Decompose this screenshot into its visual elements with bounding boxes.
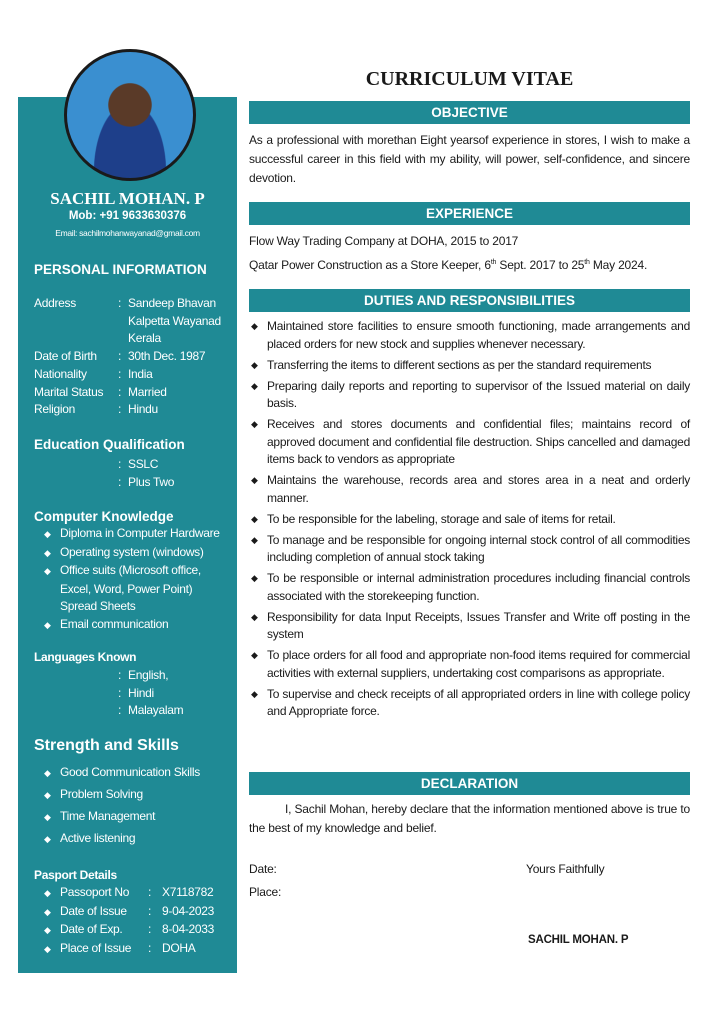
- skills-list: [44, 762, 200, 850]
- list-item: ◆ Active listening: [44, 831, 136, 845]
- skills-heading: Strength and Skills: [34, 737, 179, 754]
- passport-heading: Pasport Details: [34, 868, 117, 882]
- education-item: : SSLC: [118, 457, 159, 471]
- duty-item: ◆ Transferring the items to different sections as per the standard requirements: [249, 357, 690, 375]
- computer-heading: Computer Knowledge: [34, 509, 174, 524]
- info-row: Nationality : India: [34, 366, 153, 381]
- passport-row: ◆ Passoport No : X7118782: [44, 885, 214, 899]
- place-label: Place:: [249, 885, 282, 899]
- personal-heading: PERSONAL INFORMATION: [34, 262, 207, 277]
- declaration-heading: DECLARATION: [249, 772, 690, 795]
- list-item: ◆ Email communication: [44, 616, 169, 631]
- duties-list: [249, 318, 690, 724]
- duty-item: ◆ Maintains the warehouse, records area and stores area in a neat and orderly manner.: [249, 472, 690, 507]
- info-row: Kalpetta Wayanad: [128, 313, 221, 328]
- info-row: Religion : Hindu: [34, 402, 158, 417]
- info-row: Kerala: [128, 331, 161, 346]
- languages-heading: Languages Known: [34, 650, 137, 664]
- passport-row: ◆ Date of Exp. : 8-04-2033: [44, 922, 215, 936]
- list-item: ◆ Time Management: [44, 809, 156, 823]
- profile-name: SACHIL MOHAN. P: [50, 189, 205, 208]
- duties-heading: DUTIES AND RESPONSIBILITIES: [249, 289, 690, 312]
- info-row: Date of Birth : 30th Dec. 1987: [34, 349, 206, 364]
- experience-heading: EXPERIENCE: [249, 202, 690, 225]
- list-item: ◆ Good Communication Skills: [44, 765, 200, 779]
- profile-photo: [64, 49, 196, 181]
- duty-item: ◆ To supervise and check receipts of all appropriated orders in line with college policy and Appropriate force.: [249, 686, 690, 721]
- list-item: ◆ Office suits (Microsoft office,: [44, 563, 201, 577]
- objective-heading: OBJECTIVE: [249, 101, 690, 124]
- list-item-cont: Spread Sheets: [60, 599, 136, 613]
- declaration-text: I, Sachil Mohan, hereby declare that the information mentioned above is true to the best of my knowledge and belief.: [249, 802, 690, 835]
- duty-item: ◆ To be responsible or internal administration procedures including financial controls associated with the storekeeping function.: [249, 570, 690, 605]
- duty-item: ◆ Preparing daily reports and reporting to supervisor of the Issued material on daily basis.: [249, 378, 690, 413]
- duty-item: ◆ Receives and stores documents and confidential files; maintains record of approved document and confidential file destruction. Ships cancelled and damaged items back to vendors as appropriate: [249, 416, 690, 469]
- list-item-cont: Excel, Word, Power Point): [60, 581, 193, 596]
- language-item: : English,: [118, 668, 169, 682]
- duty-item: ◆ Responsibility for data Input Receipts, Issues Transfer and Write off posting in the system: [249, 609, 690, 644]
- duty-item: ◆ Maintained store facilities to ensure smooth functioning, made arrangements and placed orders for new stock and supplies whenever necessary.: [249, 318, 690, 353]
- info-row: Marital Status : Married: [34, 384, 167, 399]
- profile-mobile: Mob: +91 9633630376: [68, 210, 187, 222]
- passport-row: ◆ Place of Issue : DOHA: [44, 940, 196, 955]
- profile-email: Email: sachilmohanwayanad@gmail.com: [55, 228, 200, 238]
- computer-list: [44, 525, 220, 634]
- duty-item: ◆ To manage and be responsible for ongoing internal stock control of all commodities including completion of annual stock taking: [249, 532, 690, 567]
- experience-list: [249, 231, 690, 276]
- language-item: : Malayalam: [118, 703, 184, 717]
- sidebar: [18, 97, 237, 973]
- document-title: CURRICULUM VITAE: [365, 68, 574, 90]
- duty-item: ◆ To place orders for all food and appropriate non-food items required for commercial activities with external suppliers, undertaking cost comparisons as appropriate.: [249, 647, 690, 682]
- education-heading: Education Qualification: [34, 437, 185, 452]
- date-label: Date:: [249, 862, 277, 876]
- closing: Yours Faithfully: [526, 862, 605, 876]
- passport-row: ◆ Date of Issue : 9-04-2023: [44, 903, 215, 918]
- language-item: : Hindi: [118, 685, 154, 700]
- experience-item: Flow Way Trading Company at DOHA, 2015 to 2017: [249, 234, 519, 248]
- duty-item: ◆ To be responsible for the labeling, storage and sale of items for retail.: [249, 511, 690, 529]
- list-item: ◆ Operating system (windows): [44, 544, 204, 559]
- objective-text: As a professional with morethan Eight yearsof experience in stores, I wish to make a successful career in this field with my ability, will power, self-confidence, and sincere devotion.: [249, 133, 690, 185]
- list-item: ◆ Diploma in Computer Hardware: [44, 526, 220, 540]
- info-row: Address : Sandeep Bhavan: [34, 296, 216, 310]
- education-item: : Plus Two: [118, 474, 175, 489]
- signature-name: SACHIL MOHAN. P: [528, 934, 629, 946]
- list-item: ◆ Problem Solving: [44, 787, 143, 801]
- experience-item: Qatar Power Construction as a Store Keeper, 6th Sept. 2017 to 25th May 2024.: [249, 258, 648, 272]
- passport-list: [44, 884, 214, 958]
